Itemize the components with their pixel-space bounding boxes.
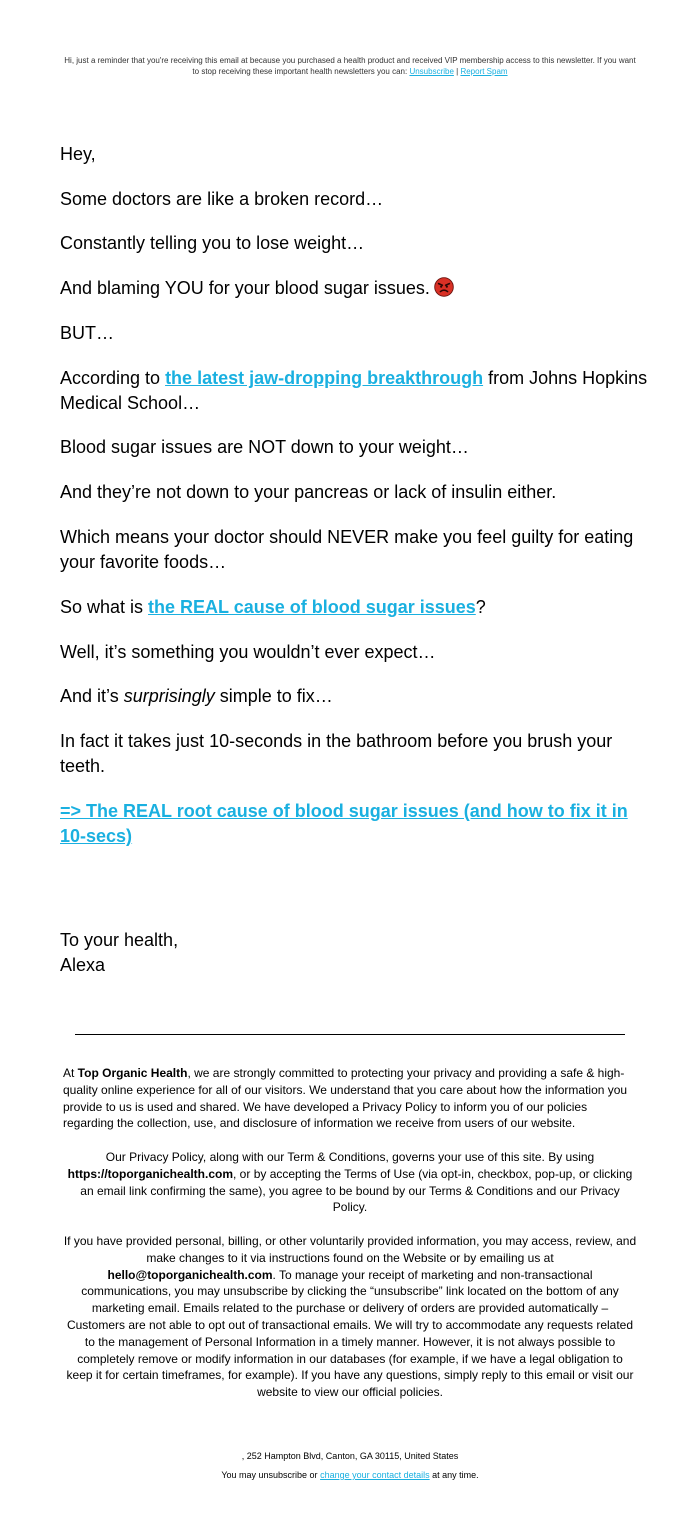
paragraph-6: Blood sugar issues are NOT down to your weight… (60, 437, 469, 457)
paragraph-7: And they’re not down to your pancreas or lack of insulin either. (60, 482, 557, 502)
privacy-1-end: , we are strongly committed to protecting your privacy and providing a safe & high-quality online experience for all of our visitors. We understand that you care about how the information you provide to us is used and shared. We have developed a Privacy Policy to inform you of our policies regarding the collection, use, and disclosure of information we receive from users of our website. (63, 1066, 628, 1131)
paragraph-12: In fact it takes just 10-seconds in the bathroom before you brush your teeth. (60, 731, 613, 776)
paragraph-3 (60, 276, 650, 301)
change-contact-details-link[interactable]: change your contact details (320, 1470, 430, 1480)
paragraph-1: Some doctors are like a broken record… (60, 189, 384, 209)
footer-unsub-start: You may unsubscribe or (221, 1470, 321, 1480)
paragraph-2: Constantly telling you to lose weight… (60, 233, 365, 253)
real-cause-link[interactable]: the REAL cause of blood sugar issues (148, 597, 476, 617)
paragraph-11-emphasis: surprisingly (123, 686, 215, 706)
footer-unsubscribe-line (0, 1469, 700, 1481)
company-name: Top Organic Health (77, 1066, 188, 1080)
privacy-paragraph-3 (63, 1233, 637, 1401)
angry-face-icon (434, 277, 454, 297)
paragraph-9-end: ? (475, 597, 486, 617)
paragraph-5 (60, 366, 650, 416)
preheader-separator: | (453, 67, 461, 76)
paragraph-10: Well, it’s something you wouldn’t ever expect… (60, 642, 436, 662)
report-spam-link[interactable]: Report Spam (460, 67, 508, 76)
privacy-1-start: At (63, 1066, 78, 1080)
privacy-paragraph-1 (63, 1065, 637, 1132)
signoff (60, 928, 650, 978)
paragraph-5-start: According to (60, 368, 166, 388)
preheader-notice (60, 55, 640, 77)
paragraph-4: BUT… (60, 323, 114, 343)
privacy-3-start: If you have provided personal, billing, or other voluntarily provided information, you may access, review, and make changes to it via instructions found on the Website or by emailing us at (63, 1234, 637, 1265)
footer-divider (75, 1034, 625, 1035)
greeting: Hey, (60, 144, 96, 164)
paragraph-9-start: So what is (60, 597, 149, 617)
paragraph-5-end: from Johns Hopkins Medical School… (60, 368, 648, 413)
privacy-3-end: . To manage your receipt of marketing and non-transactional communications, you may unsubscribe by clicking the “unsubscribe” link located on the bottom of any marketing email. Emails related to the purchase or delivery of orders are provided automatically – Customers are not able to opt out of transactional emails. We will try to accommodate any requests related to the management of Personal Information in a timely manner. However, it is not always possible to completely remove or modify information in our databases (for example, if we have a legal obligation to keep it for certain timeframes, for example). If you have any questions, simply reply to this email or visit our website to view our official policies. (66, 1267, 634, 1400)
cta-paragraph (60, 799, 650, 849)
paragraph-11-start: And it’s (60, 686, 124, 706)
signature: Alexa (60, 955, 106, 975)
paragraph-3-text: And blaming YOU for your blood sugar issues. (60, 278, 430, 298)
website-url: https://toporganichealth.com (67, 1166, 234, 1181)
paragraph-11-end: simple to fix… (214, 686, 333, 706)
footer-address: , 252 Hampton Blvd, Canton, GA 30115, United States (241, 1451, 459, 1461)
paragraph-9 (60, 595, 650, 620)
privacy-2-end: , or by accepting the Terms of Use (via opt-in, checkbox, pop-up, or clicking an email link confirming the same), you agree to be bound by our Terms & Conditions and our Privacy Policy. (80, 1166, 633, 1215)
paragraph-11 (60, 684, 650, 709)
footer-unsub-end: at any time. (429, 1470, 479, 1480)
preheader-text: Hi, just a reminder that you're receiving this email at because you purchased a health product and received VIP membership access to this newsletter. If you want to stop receiving these important health newsletters you can: (64, 56, 636, 76)
unsubscribe-link[interactable]: Unsubscribe (409, 67, 454, 76)
signoff-text: To your health, (60, 930, 179, 950)
cta-link[interactable]: => The REAL root cause of blood sugar issues (and how to fix it in 10-secs) (60, 801, 628, 846)
paragraph-8: Which means your doctor should NEVER make you feel guilty for eating your favorite foods… (60, 527, 634, 572)
privacy-paragraph-2 (63, 1149, 637, 1216)
breakthrough-link[interactable]: the latest jaw-dropping breakthrough (165, 368, 484, 388)
privacy-2-start: Our Privacy Policy, along with our Term & Conditions, governs your use of this site. By using (105, 1150, 595, 1164)
contact-email: hello@toporganichealth.com (107, 1267, 273, 1282)
